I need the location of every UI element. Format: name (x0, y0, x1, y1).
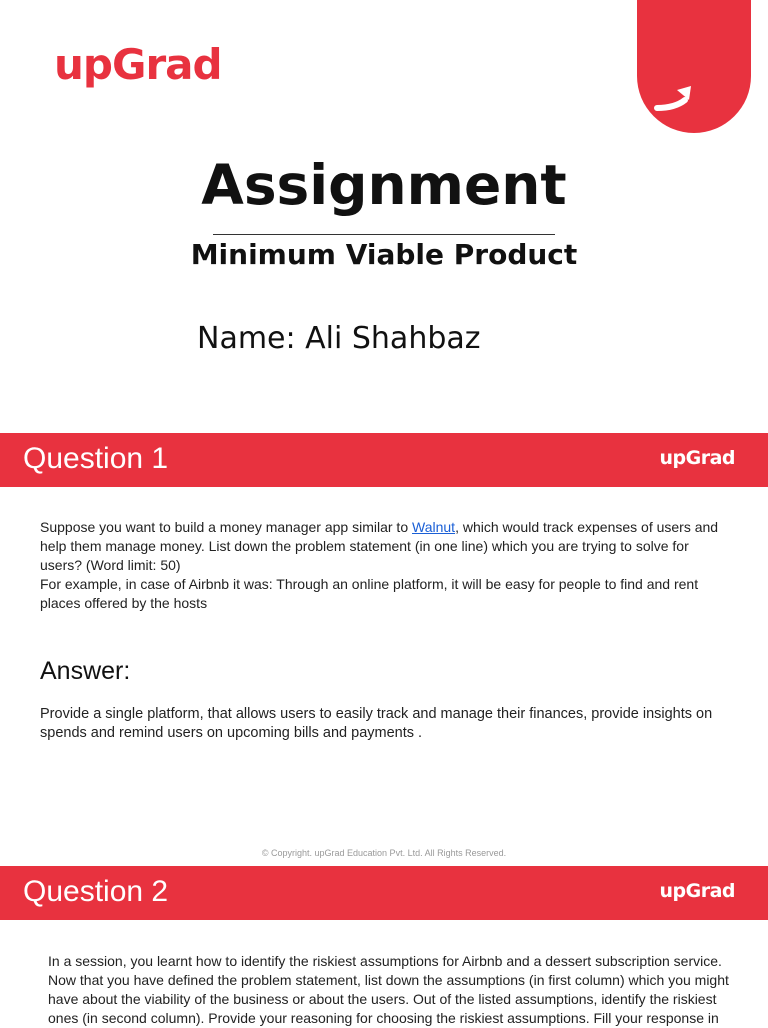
copyright-footer: © Copyright. upGrad Education Pvt. Ltd. All Rights Reserved. (261, 848, 507, 858)
q1-example: For example, in case of Airbnb it was: Through an online platform, it will be easy for people to find and rent places offered by the hosts (40, 576, 699, 611)
arrow-curve-icon (637, 0, 751, 133)
page-title: Assignment (201, 153, 567, 217)
question-2-heading: Question 2 (23, 875, 169, 908)
question-1-prompt (40, 518, 730, 613)
upgrad-logo: upGrad (54, 40, 222, 89)
answer-heading: Answer: (40, 657, 131, 685)
corner-tab (637, 0, 751, 133)
walnut-link[interactable]: Walnut (412, 519, 456, 535)
question-2-banner (0, 866, 768, 920)
student-name: Name: Ali Shahbaz (197, 321, 481, 356)
question-2-prompt: In a session, you learnt how to identify the riskiest assumptions for Airbnb and a dessert subscription service. Now that you have defined the problem statement, list down the assumptions (in first column) which you might have about the viability of the business or about the users. Out of the listed assumptions, identify the riskiest ones (in second column). Provide your reasoning for choosing the riskiest assumptions. Fill your response in (48, 953, 729, 1026)
question-1-logo: upGrad (659, 447, 735, 469)
question-2-logo: upGrad (659, 880, 735, 902)
title-divider (213, 234, 555, 235)
answer-text: Provide a single platform, that allows users to easily track and manage their finances, provide insights on spends and remind users on upcoming bills and payments . (40, 706, 713, 741)
q1-text-end: , which would track expenses of users and help them manage money. List down the problem statement (in one line) which you are trying to solve for users? (Word limit: 50) (40, 519, 719, 573)
q1-text-start: Suppose you want to build a money manager app similar to (40, 519, 412, 535)
page-subtitle: Minimum Viable Product (190, 238, 578, 271)
question-1-banner (0, 433, 768, 487)
question-1-heading: Question 1 (23, 442, 169, 475)
